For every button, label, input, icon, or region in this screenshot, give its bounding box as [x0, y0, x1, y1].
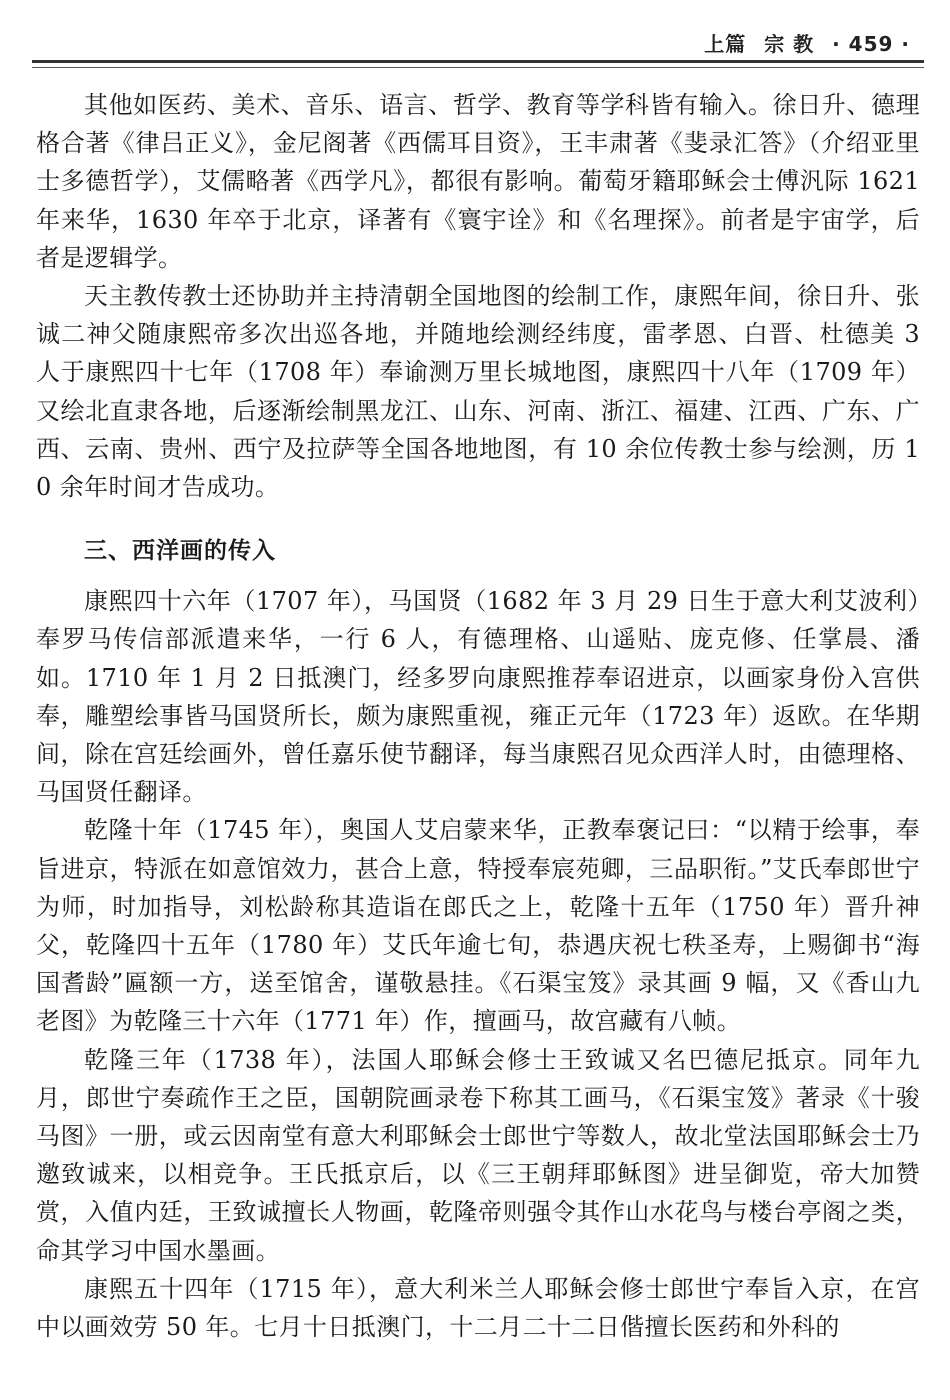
- paragraph-ripa: 康熙四十六年（1707 年），马国贤（1682 年 3 月 29 日生于意大利艾波利）奉罗马传信部派遣来华，一行 6 人，有德理格、山遥贴、庞克修、任掌晨、潘如。1710 年 1 月 2 日抵澳门，经多罗向康熙推荐奉诏进京，以画家身份入宫供奉，雕塑绘事皆马国贤所长，颇为康熙重视，雍正元年（1723 年）返欧。在华期间，除在宫廷绘画外，曾任嘉乐使节翻译，每当康熙召见众西洋人时，由德理格、马国贤任翻译。: [36, 587, 920, 807]
- running-header: [694, 28, 910, 57]
- header-rule-thick: [32, 60, 924, 63]
- header-part: 上篇: [704, 32, 747, 56]
- page-number: · 459 ·: [832, 32, 910, 56]
- section-gap: [36, 506, 920, 518]
- section-heading: 三、西洋画的传入: [84, 538, 276, 565]
- paragraph-castiglione: 康熙五十四年（1715 年），意大利米兰人耶稣会修士郎世宁奉旨入京，在宫中以画效劳 50 年。七月十日抵澳门，十二月二十二日偕擅长医药和外科的: [36, 1274, 920, 1342]
- header-rule-thin: [32, 67, 924, 68]
- body-text: [36, 86, 920, 1346]
- paragraph-sichelbart: 乾隆十年（1745 年），奥国人艾启蒙来华，正教奉褒记曰：“以精于绘事，奉旨进京，特派在如意馆效力，甚合上意，特授奉宸苑卿，三品职衔。”艾氏奉郎世宁为师，时加指导，刘松龄称其造诣在郎氏之上，乾隆十五年（1750 年）晋升神父，乾隆四十五年（1780 年）艾氏年逾七旬，恭遇庆祝七秩圣寿，上赐御书“海国耆龄”匾额一方，送至馆舍，谨敬悬挂。《石渠宝笈》录其画 9 幅，又《香山九老图》为乾隆三十六年（1771 年）作，擅画马，故宫藏有八帧。: [36, 816, 920, 1036]
- paragraph-scholarship: 其他如医药、美术、音乐、语言、哲学、教育等学科皆有输入。徐日升、德理格合著《律吕正义》，金尼阁著《西儒耳目资》，王丰肃著《斐录汇答》（介绍亚里士多德哲学），艾儒略著《西学凡》，都很有影响。葡萄牙籍耶稣会士傅汎际 1621 年来华，1630 年卒于北京，译著有《寰宇诠》和《名理探》。前者是宇宙学，后者是逻辑学。: [36, 91, 920, 272]
- paragraph-attiret: 乾隆三年（1738 年），法国人耶稣会修士王致诚又名巴德尼抵京。同年九月，郎世宁奏疏作王之臣，国朝院画录卷下称其工画马，《石渠宝笈》著录《十骏马图》一册，或云因南堂有意大利耶稣会士郎世宁等数人，故北堂法国耶稣会士乃邀致诚来，以相竞争。王氏抵京后，以《三王朝拜耶稣图》进呈御览，帝大加赞赏，入值内廷，王致诚擅长人物画，乾隆帝则强令其作山水花鸟与楼台亭阁之类，命其学习中国水墨画。: [36, 1045, 920, 1265]
- header-chapter: 宗 教: [764, 32, 815, 56]
- paragraph-maps: 天主教传教士还协助并主持清朝全国地图的绘制工作，康熙年间，徐日升、张诚二神父随康熙帝多次出巡各地，并随地绘测经纬度，雷孝恩、白晋、杜德美 3 人于康熙四十七年（1708 年）奉谕测万里长城地图，康熙四十八年（1709 年）又绘北直隶各地，后逐渐绘制黑龙江、山东、河南、浙江、福建、江西、广东、广西、云南、贵州、西宁及拉萨等全国各地地图，有 10 余位传教士参与绘测，历 10 余年时间才告成功。: [36, 282, 920, 502]
